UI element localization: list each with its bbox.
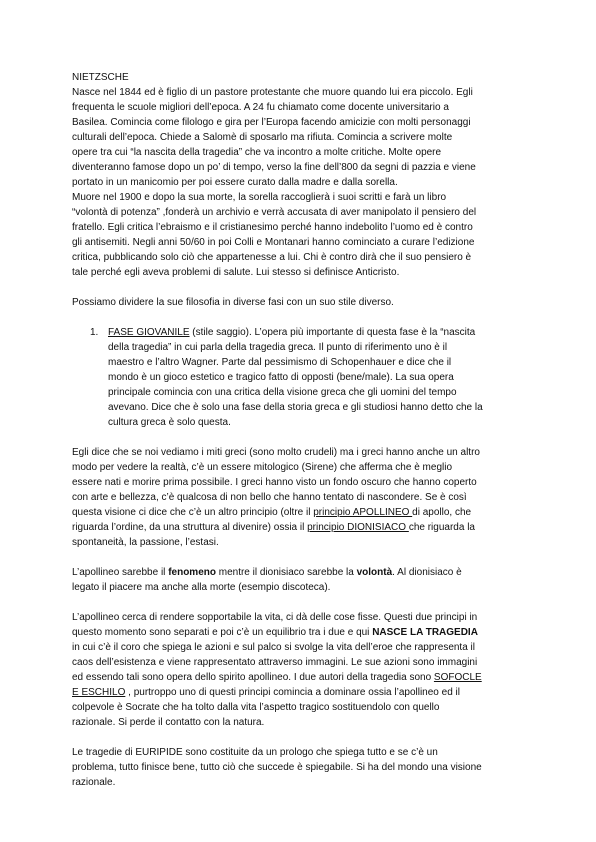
list-item	[72, 325, 524, 430]
bio-line: Basilea. Comincia come filologo e gira per l’Europa facendo amicizie con molti personaggi	[72, 117, 471, 128]
text-line: questa visione ci dice che c’è un altro principio (oltre il principio APOLLINEO di apollo, che	[72, 507, 472, 518]
bio-line: tale perché egli aveva problemi di salute. Lui stesso si definisce Anticristo.	[72, 267, 400, 278]
bio-line: fratello. Egli critica l’ebraismo e il cristianesimo perché hanno indebolito l’uomo ed è contro	[72, 222, 473, 233]
text-line: problema, tutto finisce bene, tutto ciò che succede è spiegabile. Si ha del mondo una visione	[72, 762, 482, 773]
text-line: E ESCHILO , purtroppo uno di questi principi comincia a dominare ossia l’apollineo ed il	[72, 687, 460, 698]
text-line: spontaneità, la passione, l’estasi.	[72, 537, 219, 548]
intro-paragraph: Possiamo dividere la sue filosofia in diverse fasi con un suo stile diverso.	[72, 297, 394, 308]
text-line: ed essendo tali sono opera dello spirito apollineo. I due autori della tragedia sono SOFOCLE	[72, 672, 482, 683]
bold-term: volontà	[356, 567, 393, 578]
list-line: avevano. Dice che è solo una fase della storia greca e gli studiosi hanno detto che la	[108, 402, 483, 413]
paragraph-euripide	[72, 745, 524, 790]
text-line: legato il piacere ma anche alla morte (esempio discoteca).	[72, 582, 331, 593]
text-line: Le tragedie di EURIPIDE sono costituite da un prologo che spiega tutto e se c’è un	[72, 747, 438, 758]
text-line: razionale. Si perde il contatto con la natura.	[72, 717, 265, 728]
bold-term: NASCE LA TRAGEDIA	[372, 627, 478, 638]
document-page	[72, 70, 524, 790]
list-number: 1.	[90, 327, 99, 338]
underlined-term: principio APOLLINEO	[313, 507, 413, 518]
bio-paragraph	[72, 85, 524, 280]
bio-line: frequenta le scuole migliori dell’epoca. A 24 fu chiamato come docente universitario a	[72, 102, 449, 113]
list-line: FASE GIOVANILE (stile saggio). L’opera più importante di questa fase è la “nascita	[108, 327, 476, 338]
bio-line: opere tra cui “la nascita della tragedia” che va incontro a molte critiche. Molte opere	[72, 147, 442, 158]
bio-line: diventeranno famose dopo un po’ di tempo, verso la fine dell’800 da segni di pazzia e viene	[72, 162, 476, 173]
text-line: L’apollineo sarebbe il fenomeno mentre il dionisiaco sarebbe la volontà. Al dionisiaco è	[72, 567, 462, 578]
text-line: razionale.	[72, 777, 116, 788]
underlined-term: SOFOCLE	[433, 672, 482, 683]
list-line: mondo è un gioco estetico e tragico fatto di opposti (bene/male). La sua opera	[108, 372, 454, 383]
text-line: riguarda l’ordine, da una struttura al divenire) ossia il principio DIONISIACO che riguarda la	[72, 522, 475, 533]
bio-line: critica, pubblicando solo ciò che appartenesse a lui. Chi è contro dirà che il suo pensiero è	[72, 252, 472, 263]
text-line: questo momento sono separati e poi c’è un equilibrio tra i due e qui NASCE LA TRAGEDIA	[72, 627, 478, 638]
list-line: cultura greca è solo questa.	[108, 417, 231, 428]
text-line: caos dell’esistenza e viene rappresentato attraverso immagini. Le sue azioni sono immagini	[72, 657, 478, 668]
underlined-term: principio DIONISIACO	[307, 522, 409, 533]
bio-line: “volontà di potenza” ,fonderà un archivio e verrà accusata di aver manipolato il pensiero del	[72, 207, 477, 218]
paragraph-tragedia	[72, 610, 524, 730]
text-line: colpevole è Socrate che ha tolto dalla vita l’aspetto tragico sostituendolo con quello	[72, 702, 440, 713]
text-line: modo per vedere la realtà, c’è un essere mitologico (Sirene) che afferma che è meglio	[72, 462, 453, 473]
bio-line: gli antisemiti. Negli anni 50/60 in poi Colli e Montanari hanno cominciato a curare l’edizione	[72, 237, 475, 248]
bio-line: Muore nel 1900 e dopo la sua morte, la sorella raccoglierà i suoi scritti e farà un libro	[72, 192, 447, 203]
page-title: NIETZSCHE	[72, 72, 129, 83]
list-heading: FASE GIOVANILE	[108, 327, 190, 338]
text-line: L’apollineo cerca di rendere sopportabile la vita, ci dà delle cose fisse. Questi due principi in	[72, 612, 478, 623]
bio-line: Nasce nel 1844 ed è figlio di un pastore protestante che muore quando lui era piccolo. Egli	[72, 87, 473, 98]
text-line: in cui c’è il coro che spiega le azioni e sul palco si svolge la vita dell’eroe che rappresenta il	[72, 642, 475, 653]
list-line: principale comincia con una critica della visione greca che gli uomini del tempo	[108, 387, 457, 398]
text-line: Egli dice che se noi vediamo i miti greci (sono molto crudeli) ma i greci hanno anche un altro	[72, 447, 480, 458]
list-line: della tragedia” in cui parla della tragedia greca. Il punto di riferimento uno è il	[108, 342, 448, 353]
text-line: essere nati e morire prima possibile. I greci hanno visto un fondo oscuro che hanno coperto	[72, 477, 477, 488]
text-line: con arte e bellezza, c’è qualcosa di non bello che hanno tentato di nascondere. Se è così	[72, 492, 467, 503]
bio-line: culturali dell’epoca. Chiede a Salomè di sposarlo ma rifiuta. Comincia a scrivere molte	[72, 132, 453, 143]
bio-line: portato in un manicomio per poi essere curato dalla madre e dalla sorella.	[72, 177, 398, 188]
bold-term: fenomeno	[168, 567, 216, 578]
paragraph-apollineo-dionisiaco	[72, 565, 524, 595]
paragraph-miti-greci	[72, 445, 524, 550]
list-line: maestro e l’altro Wagner. Parte dal pessimismo di Schopenhauer e dice che il	[108, 357, 452, 368]
underlined-term: E ESCHILO	[72, 687, 126, 698]
